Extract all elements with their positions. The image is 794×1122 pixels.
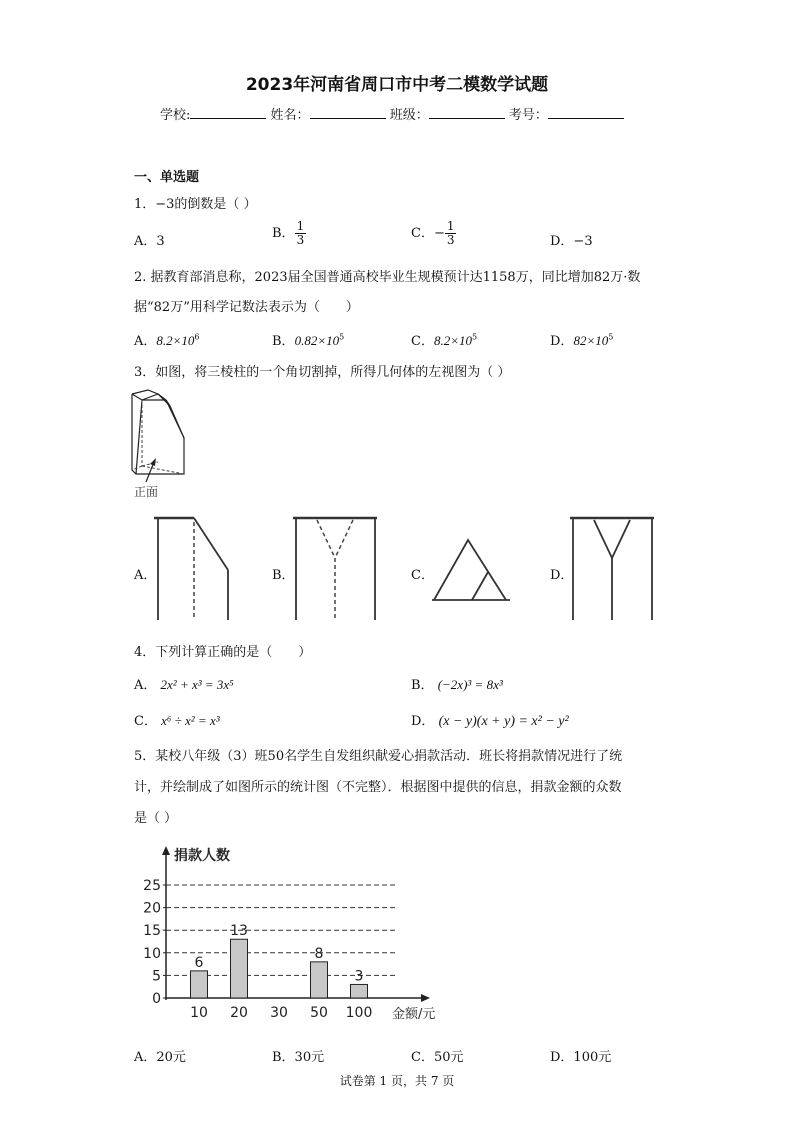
bar-data-label: 3: [354, 968, 364, 985]
q5-option-d[interactable]: D．100元: [550, 1050, 612, 1065]
q3-option-c-figure: [430, 534, 514, 606]
q5-option-a[interactable]: A．20元: [134, 1050, 186, 1065]
donation-bar-chart: [140, 840, 460, 1030]
q5-option-c[interactable]: C．50元: [411, 1050, 464, 1065]
q1-b-label: B．: [272, 226, 295, 241]
q1-c-fraction: $\frac{1}{3}$: [446, 219, 455, 247]
q3-option-a[interactable]: A．: [134, 568, 157, 583]
q1-option-b[interactable]: [272, 220, 306, 247]
y-tick-label: 5: [152, 968, 161, 985]
y-axis-label: 捐款人数: [174, 848, 230, 864]
y-axis-arrow-icon: [162, 846, 170, 855]
student-info-line: [160, 104, 624, 123]
q3-option-d[interactable]: D．: [550, 568, 574, 583]
x-tick-label: 10: [190, 1005, 208, 1021]
q3-option-d-figure: [570, 514, 656, 624]
q1-option-c[interactable]: [411, 220, 456, 247]
bar-data-label: 6: [194, 954, 204, 971]
x-tick-label: 50: [310, 1005, 328, 1021]
class-label: 班级：: [389, 108, 429, 123]
y-tick-label: 15: [143, 923, 161, 940]
x-tick-label: 30: [270, 1005, 288, 1021]
q4-stem: 4．下列计算正确的是（ ）: [134, 645, 312, 660]
q1-option-a[interactable]: A．3: [134, 234, 165, 249]
q2-option-b[interactable]: B．$0.82\times 10^5$: [272, 332, 345, 349]
q3-front-label: 正面: [134, 485, 159, 499]
section-title: 一、单选题: [134, 170, 200, 185]
bar-20: [231, 939, 248, 998]
x-tick-label: 100: [345, 1005, 373, 1021]
q2-option-c[interactable]: C．$8.2\times 10^5$: [411, 332, 478, 349]
q1-c-label: C．−: [411, 226, 445, 241]
y-tick-label: 25: [143, 878, 161, 894]
q3-option-c[interactable]: C．: [411, 568, 434, 583]
x-axis-arrow-icon: [421, 994, 430, 1002]
bar-100: [351, 984, 368, 998]
q3-option-b[interactable]: B．: [272, 568, 295, 583]
y-tick-label: 20: [143, 900, 161, 917]
x-axis-label: 金额/元: [392, 1007, 436, 1022]
id-label: 考号：: [508, 108, 548, 123]
q5-stem-line2: 计，并绘制成了如图所示的统计图（不完整）．根据图中提供的信息，捐款金额的众数: [134, 780, 622, 795]
q4-option-b[interactable]: B． (−2x)³ = 8x³: [411, 677, 503, 693]
q4-option-d[interactable]: D． (x − y)(x + y) = x² − y²: [411, 714, 569, 729]
q2-option-d[interactable]: D．$82\times 10^5$: [550, 332, 614, 349]
y-tick-label: 0: [152, 991, 161, 1007]
q1-option-d[interactable]: D．−3: [550, 234, 593, 249]
x-tick-label: 20: [230, 1005, 248, 1021]
school-blank[interactable]: [190, 106, 266, 119]
q5-stem-line1: 5．某校八年级（3）班50名学生自发组织献爱心捐款活动．班长将捐款情况进行了统: [134, 749, 623, 764]
id-blank[interactable]: [548, 106, 624, 119]
q3-option-a-figure: [154, 514, 234, 624]
q2-stem-line2: 据“82万”用科学记数法表示为（ ）: [134, 300, 359, 315]
q2-option-a[interactable]: A．$8.2\times 10^6$: [134, 332, 200, 349]
bar-10: [191, 971, 208, 998]
bar-50: [311, 962, 328, 998]
q3-stem: 3．如图，将三棱柱的一个角切割掉，所得几何体的左视图为（ ）: [134, 365, 511, 380]
name-blank[interactable]: [310, 106, 386, 119]
school-label: 学校:: [160, 108, 191, 123]
page-footer: 试卷第 1 页，共 7 页: [339, 1074, 455, 1088]
q1-b-fraction: $\frac{1}{3}$: [296, 219, 305, 247]
q5-option-b[interactable]: B．30元: [272, 1050, 325, 1065]
q5-stem-line3: 是（ ）: [134, 811, 178, 826]
q2-stem-line1: 2. 据教育部消息称，2023届全国普通高校毕业生规模预计达1158万，同比增加82万·数: [134, 270, 641, 285]
y-tick-label: 10: [143, 945, 161, 962]
q4-option-a[interactable]: A． 2x² + x³ = 3x⁵: [134, 677, 234, 693]
q3-option-b-figure: [293, 514, 379, 624]
bar-data-label: 13: [230, 923, 248, 940]
q4-option-c[interactable]: C． x⁶ ÷ x² = x³: [134, 713, 220, 729]
bar-data-label: 8: [314, 945, 324, 962]
class-blank[interactable]: [429, 106, 505, 119]
q1-stem: 1．−3的倒数是（ ）: [134, 197, 257, 212]
q3-prism-figure: [128, 386, 192, 502]
page-title: 2023年河南省周口市中考二模数学试题: [245, 75, 549, 95]
name-label: 姓名：: [270, 108, 310, 123]
